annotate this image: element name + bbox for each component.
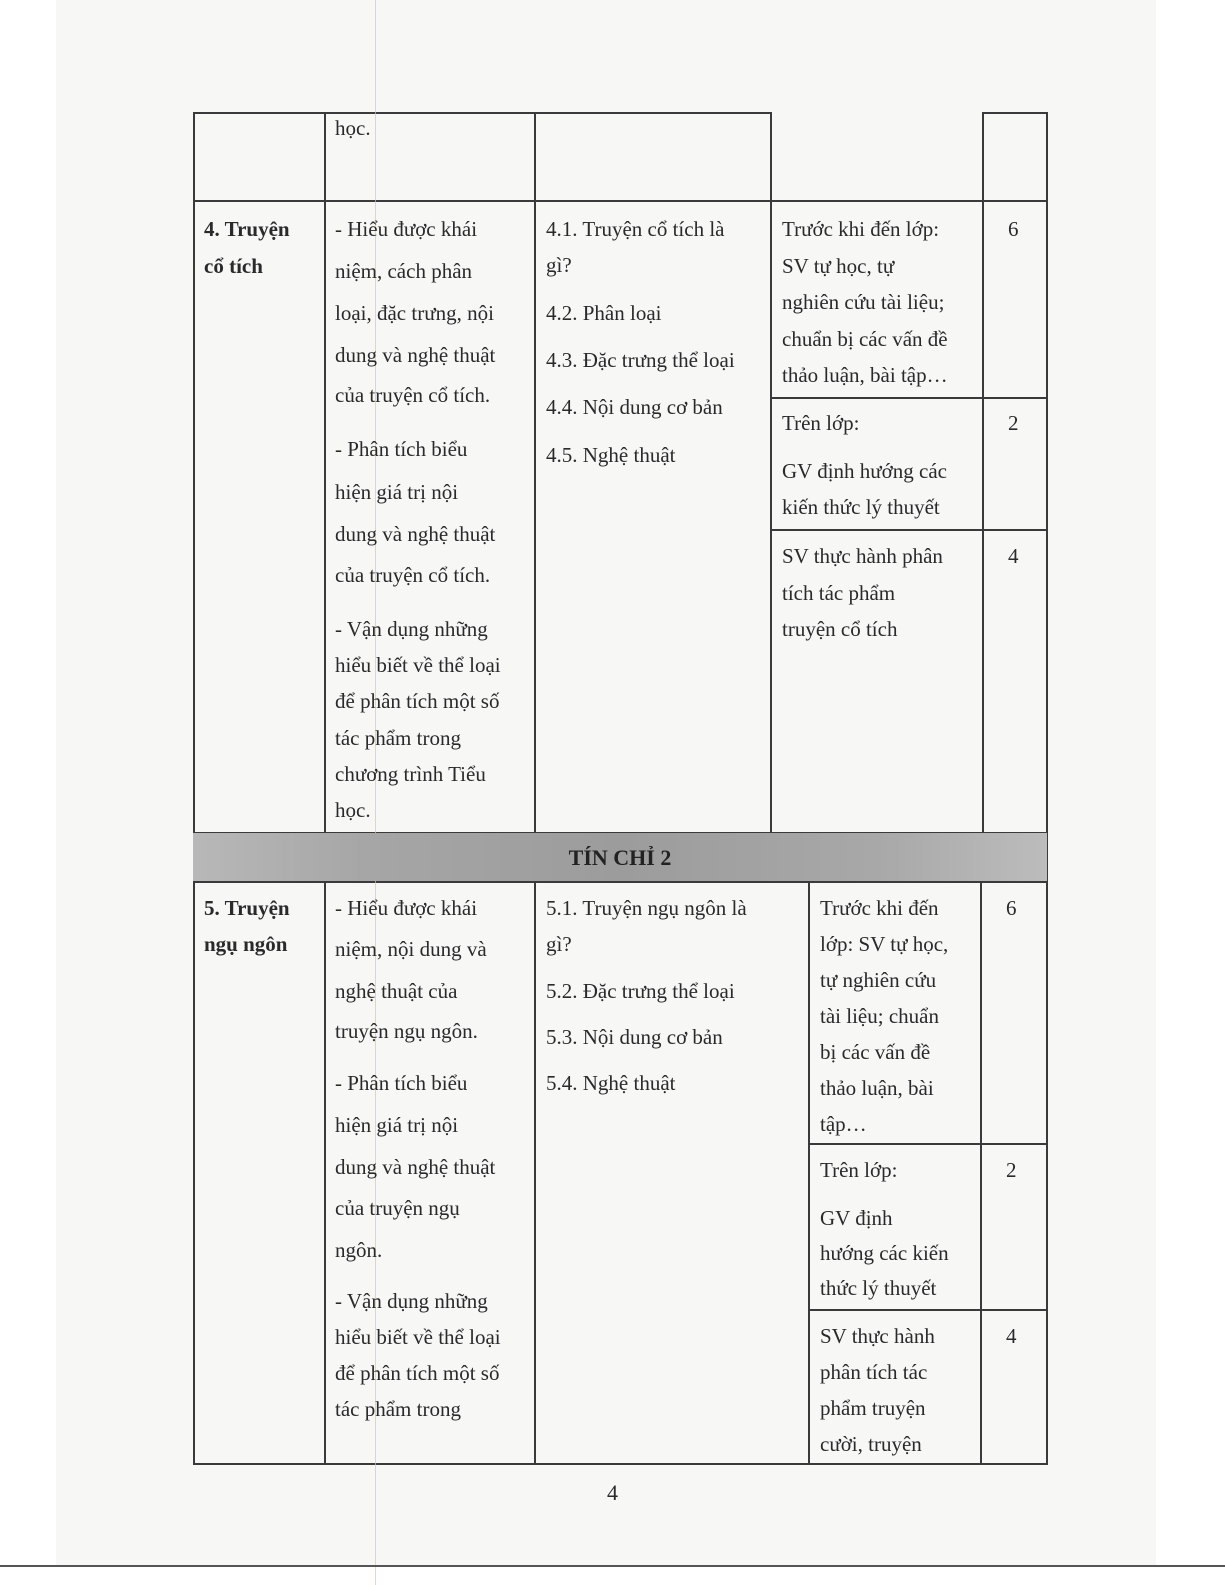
row5-objective-line: niệm, nội dung và	[335, 937, 487, 961]
row4-activity-line: chuẩn bị các vấn đề	[782, 327, 948, 351]
row4-objective-line: dung và nghệ thuật	[335, 343, 496, 367]
row4-hours: 4	[1008, 544, 1019, 568]
row-separator	[193, 200, 1047, 202]
page-number: 4	[607, 1480, 618, 1505]
row4-objective-line: tác phẩm trong	[335, 726, 461, 750]
row4-objective-line: niệm, cách phân	[335, 259, 473, 283]
row5-objective-line: dung và nghệ thuật	[335, 1155, 496, 1179]
column-divider	[808, 881, 810, 1464]
table-top-border-right	[982, 112, 1047, 114]
column-divider	[324, 881, 326, 1464]
column-divider	[982, 112, 984, 833]
row5-objective-line: nghệ thuật của	[335, 979, 458, 1003]
row4-activity-line: thảo luận, bài tập…	[782, 363, 948, 387]
column-divider	[770, 112, 772, 833]
row5-activity-line: SV thực hành	[820, 1324, 935, 1348]
row4-topic-line: cổ tích	[204, 254, 263, 278]
row4-activity-line: SV thực hành phân	[782, 544, 943, 568]
row5-activity-line: hướng các kiến	[820, 1241, 949, 1265]
row4-content-line: 4.3. Đặc trưng thể loại	[546, 348, 735, 372]
row5-objective-line: để phân tích một số	[335, 1361, 500, 1385]
row5-hours: 4	[1006, 1324, 1017, 1348]
row4-objective-line: hiểu biết về thể loại	[335, 653, 501, 677]
row4-content-line: 4.1. Truyện cổ tích là	[546, 217, 725, 241]
row4-activity-line: kiến thức lý thuyết	[782, 495, 940, 519]
row5-activity-line: tập…	[820, 1112, 867, 1136]
row4-objective-line: - Phân tích biểu	[335, 437, 468, 461]
row5-activity-line: tài liệu; chuẩn	[820, 1004, 939, 1028]
row5-activity-line: thức lý thuyết	[820, 1276, 937, 1300]
row4-objective-line: dung và nghệ thuật	[335, 522, 496, 546]
row4-objective-line: hiện giá trị nội	[335, 480, 459, 504]
row5-activity-line: phân tích tác	[820, 1360, 928, 1384]
row5-objective-line: hiện giá trị nội	[335, 1113, 459, 1137]
row4-objective-line: - Hiểu được khái	[335, 217, 478, 241]
row5-hours: 6	[1006, 896, 1017, 920]
row5-activity-line: GV định	[820, 1206, 893, 1230]
column-divider	[324, 112, 326, 833]
row4-activity-line: Trước khi đến lớp:	[782, 217, 940, 241]
row5-topic-line: 5. Truyện	[204, 896, 290, 920]
row5-objective-line: - Hiểu được khái	[335, 896, 478, 920]
row5-objective-line: hiểu biết về thể loại	[335, 1325, 501, 1349]
row4-hours: 2	[1008, 411, 1019, 435]
row4-content-line: 4.5. Nghệ thuật	[546, 443, 676, 467]
credit-label: TÍN CHỈ 2	[568, 845, 672, 870]
row4-objective-line: của truyện cổ tích.	[335, 383, 491, 407]
table-left-border	[193, 112, 195, 1465]
row5-content-line: 5.4. Nghệ thuật	[546, 1071, 676, 1095]
row5-objective-line: truyện ngụ ngôn.	[335, 1019, 478, 1043]
row5-activity-line: thảo luận, bài	[820, 1076, 934, 1100]
row4-content-line: 4.2. Phân loại	[546, 301, 662, 325]
row5-hours: 2	[1006, 1158, 1017, 1182]
row4-objective-line: để phân tích một số	[335, 689, 500, 713]
row5-activity-line: tự nghiên cứu	[820, 968, 937, 992]
activity-separator	[809, 1143, 1047, 1145]
column-divider	[980, 881, 982, 1464]
row4-activity-line: SV tự học, tự	[782, 254, 895, 278]
row4-objective-line: - Vận dụng những	[335, 617, 488, 641]
row4-objective-line: chương trình Tiểu	[335, 762, 486, 786]
row4-objective-line: loại, đặc trưng, nội	[335, 301, 494, 325]
column-divider	[534, 112, 536, 833]
row5-topic-line: ngụ ngôn	[204, 932, 288, 956]
table-bottom-border	[193, 1463, 1047, 1465]
row5-objective-line: của truyện ngụ	[335, 1196, 460, 1220]
activity-separator	[809, 1309, 1047, 1311]
activity-separator	[771, 529, 1047, 531]
row4-activity-line: Trên lớp:	[782, 411, 860, 435]
row5-content-line: 5.3. Nội dung cơ bản	[546, 1025, 723, 1049]
row5-activity-line: Trên lớp:	[820, 1158, 898, 1182]
row4-objective-line: học.	[335, 798, 371, 822]
table-top-border-left	[193, 112, 771, 114]
row5-activity-line: phẩm truyện	[820, 1396, 926, 1420]
row4-content-line: gì?	[546, 253, 572, 277]
table-right-border	[1046, 112, 1048, 1465]
row4-topic-line: 4. Truyện	[204, 217, 290, 241]
row5-activity-line: Trước khi đến	[820, 896, 939, 920]
row4-content-line: 4.4. Nội dung cơ bản	[546, 395, 723, 419]
column-divider	[534, 881, 536, 1464]
row5-content-line: 5.1. Truyện ngụ ngôn là	[546, 896, 747, 920]
row5-content-line: gì?	[546, 932, 572, 956]
activity-separator	[771, 397, 1047, 399]
row4-activity-line: nghiên cứu tài liệu;	[782, 290, 945, 314]
row5-objective-line: - Vận dụng những	[335, 1289, 488, 1313]
row5-objective-line: ngôn.	[335, 1238, 383, 1262]
row5-activity-line: cười, truyện	[820, 1432, 922, 1456]
row5-objective-line: - Phân tích biểu	[335, 1071, 468, 1095]
prev-row-objective: học.	[335, 116, 371, 140]
row4-activity-line: tích tác phẩm	[782, 581, 896, 605]
row4-objective-line: của truyện cổ tích.	[335, 563, 491, 587]
row4-activity-line: truyện cổ tích	[782, 617, 898, 641]
row4-activity-line: GV định hướng các	[782, 459, 947, 483]
row-separator	[193, 881, 1047, 883]
row5-activity-line: bị các vấn đề	[820, 1040, 931, 1064]
row5-activity-line: lớp: SV tự học,	[820, 932, 949, 956]
row5-objective-line: tác phẩm trong	[335, 1397, 461, 1421]
bottom-rule	[0, 1565, 1225, 1567]
row5-content-line: 5.2. Đặc trưng thể loại	[546, 979, 735, 1003]
row4-hours: 6	[1008, 217, 1019, 241]
